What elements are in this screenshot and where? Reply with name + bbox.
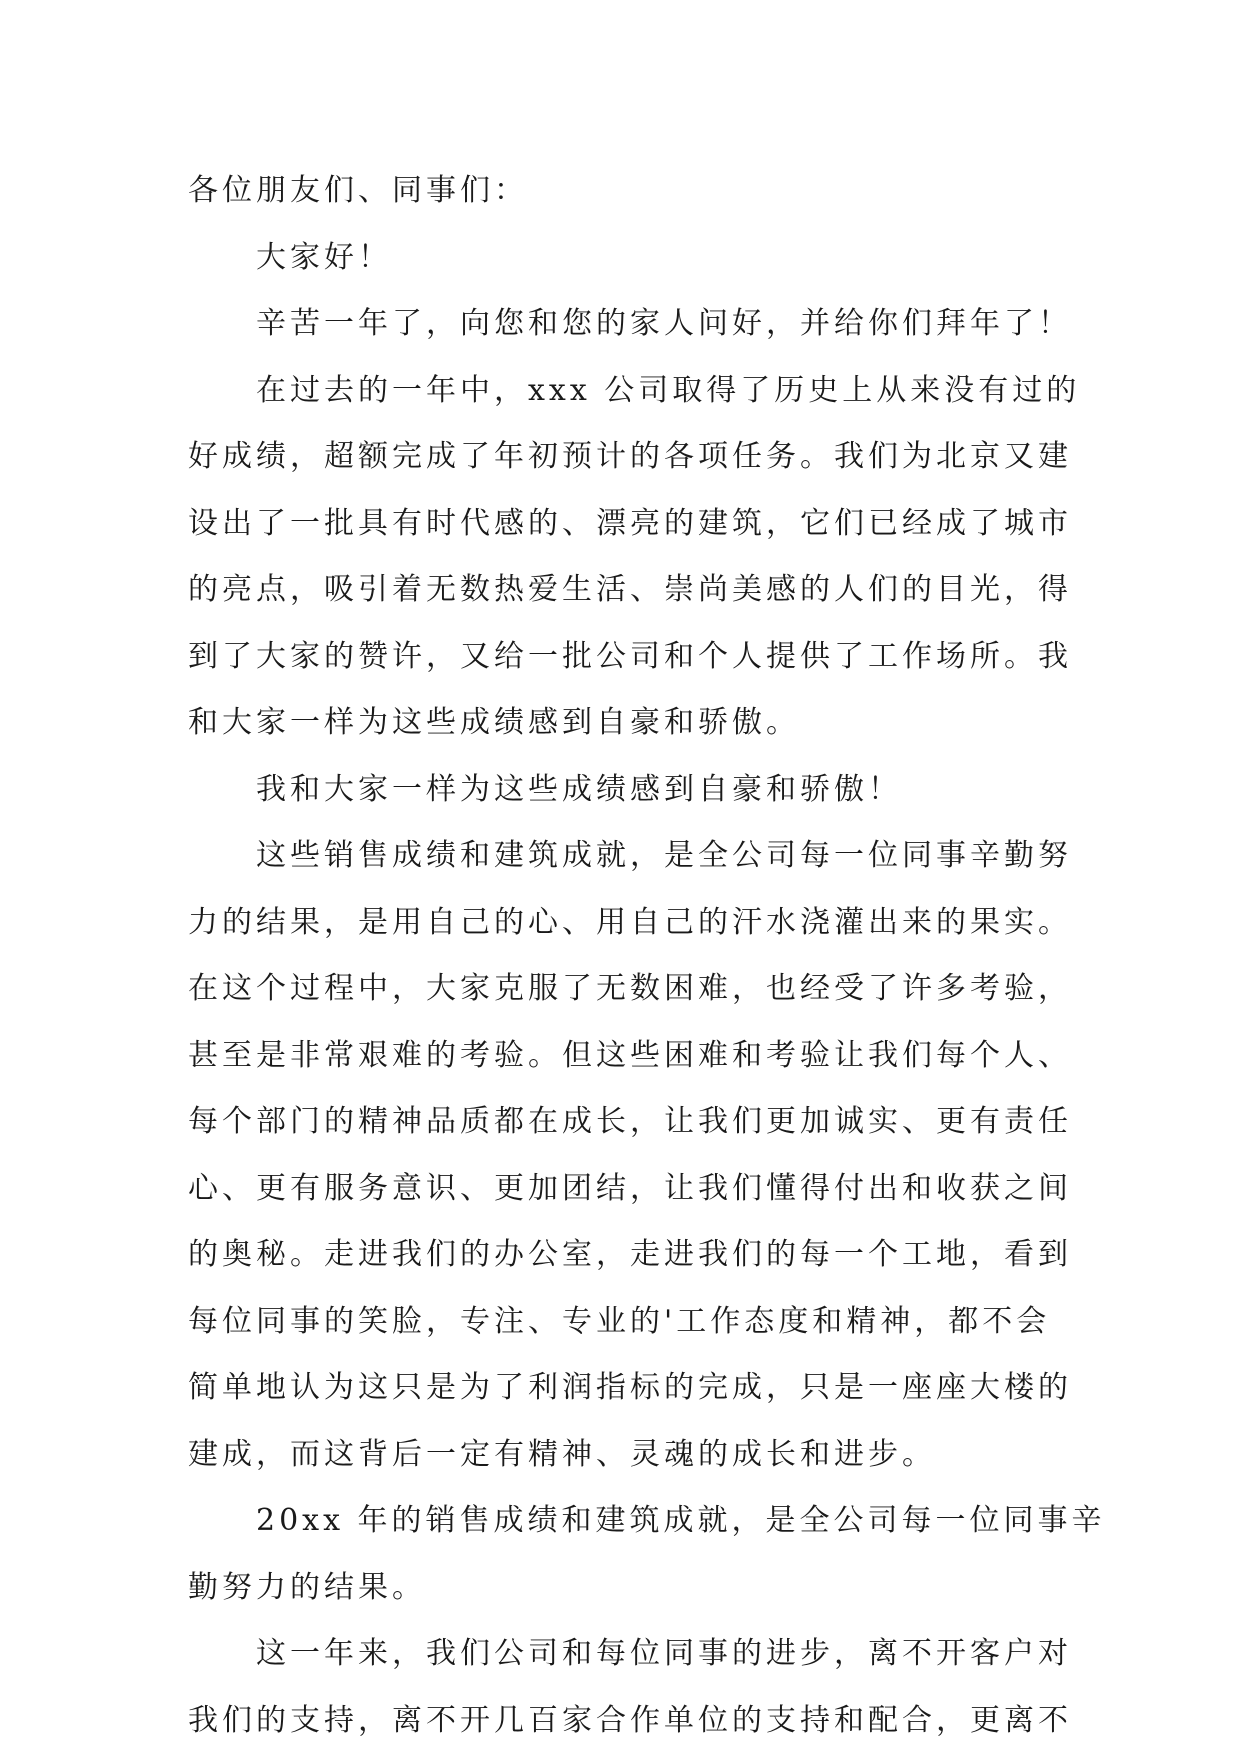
paragraph-line: 力的结果，是用自己的心、用自己的汗水浇灌出来的果实。 (188, 904, 1072, 940)
paragraph-line: 我们的支持，离不开几百家合作单位的支持和配合，更离不 (188, 1702, 1072, 1738)
paragraph-line: 大家好！ (256, 239, 392, 275)
paragraph-line: 这一年来，我们公司和每位同事的进步，离不开客户对 (256, 1636, 1072, 1671)
paragraph-line: 的奥秘。走进我们的办公室，走进我们的每一个工地，看到 (188, 1237, 1072, 1272)
document-body (188, 158, 1106, 1754)
paragraph-line: 在这个过程中，大家克服了无数困难，也经受了许多考验， (188, 971, 1072, 1006)
paragraph-line: 每个部门的精神品质都在成长，让我们更加诚实、更有责任 (188, 1104, 1072, 1139)
paragraph-line: 每位同事的笑脸，专注、专业的'工作态度和精神，都不会 (188, 1303, 1051, 1339)
paragraph-line: 这些销售成绩和建筑成就，是全公司每一位同事辛勤努 (256, 838, 1072, 873)
paragraph-line: 和大家一样为这些成绩感到自豪和骄傲。 (188, 705, 800, 740)
paragraph-line: 到了大家的赞许，又给一批公司和个人提供了工作场所。我 (188, 638, 1072, 674)
paragraph-line: 心、更有服务意识、更加团结，让我们懂得付出和收获之间 (188, 1170, 1072, 1206)
paragraph-line: 20xx 年的销售成绩和建筑成就，是全公司每一位同事辛 (256, 1503, 1106, 1538)
paragraph-line: 在过去的一年中，xxx 公司取得了历史上从来没有过的 (256, 372, 1081, 408)
paragraph-line: 我和大家一样为这些成绩感到自豪和骄傲！ (256, 771, 902, 807)
paragraph-line: 的亮点，吸引着无数热爱生活、崇尚美感的人们的目光，得 (188, 572, 1072, 607)
paragraph-line: 设出了一批具有时代感的、漂亮的建筑，它们已经成了城市 (188, 505, 1072, 541)
paragraph-line: 甚至是非常艰难的考验。但这些困难和考验让我们每个人、 (188, 1037, 1072, 1073)
paragraph-line: 简单地认为这只是为了利润指标的完成，只是一座座大楼的 (188, 1370, 1072, 1405)
greeting-line: 各位朋友们、同事们： (188, 173, 528, 208)
paragraph-line: 建成，而这背后一定有精神、灵魂的成长和进步。 (188, 1436, 936, 1472)
paragraph-line: 勤努力的结果。 (188, 1569, 426, 1605)
paragraph-line: 辛苦一年了，向您和您的家人问好，并给你们拜年了！ (256, 306, 1072, 341)
paragraph-line: 好成绩，超额完成了年初预计的各项任务。我们为北京又建 (188, 439, 1072, 474)
